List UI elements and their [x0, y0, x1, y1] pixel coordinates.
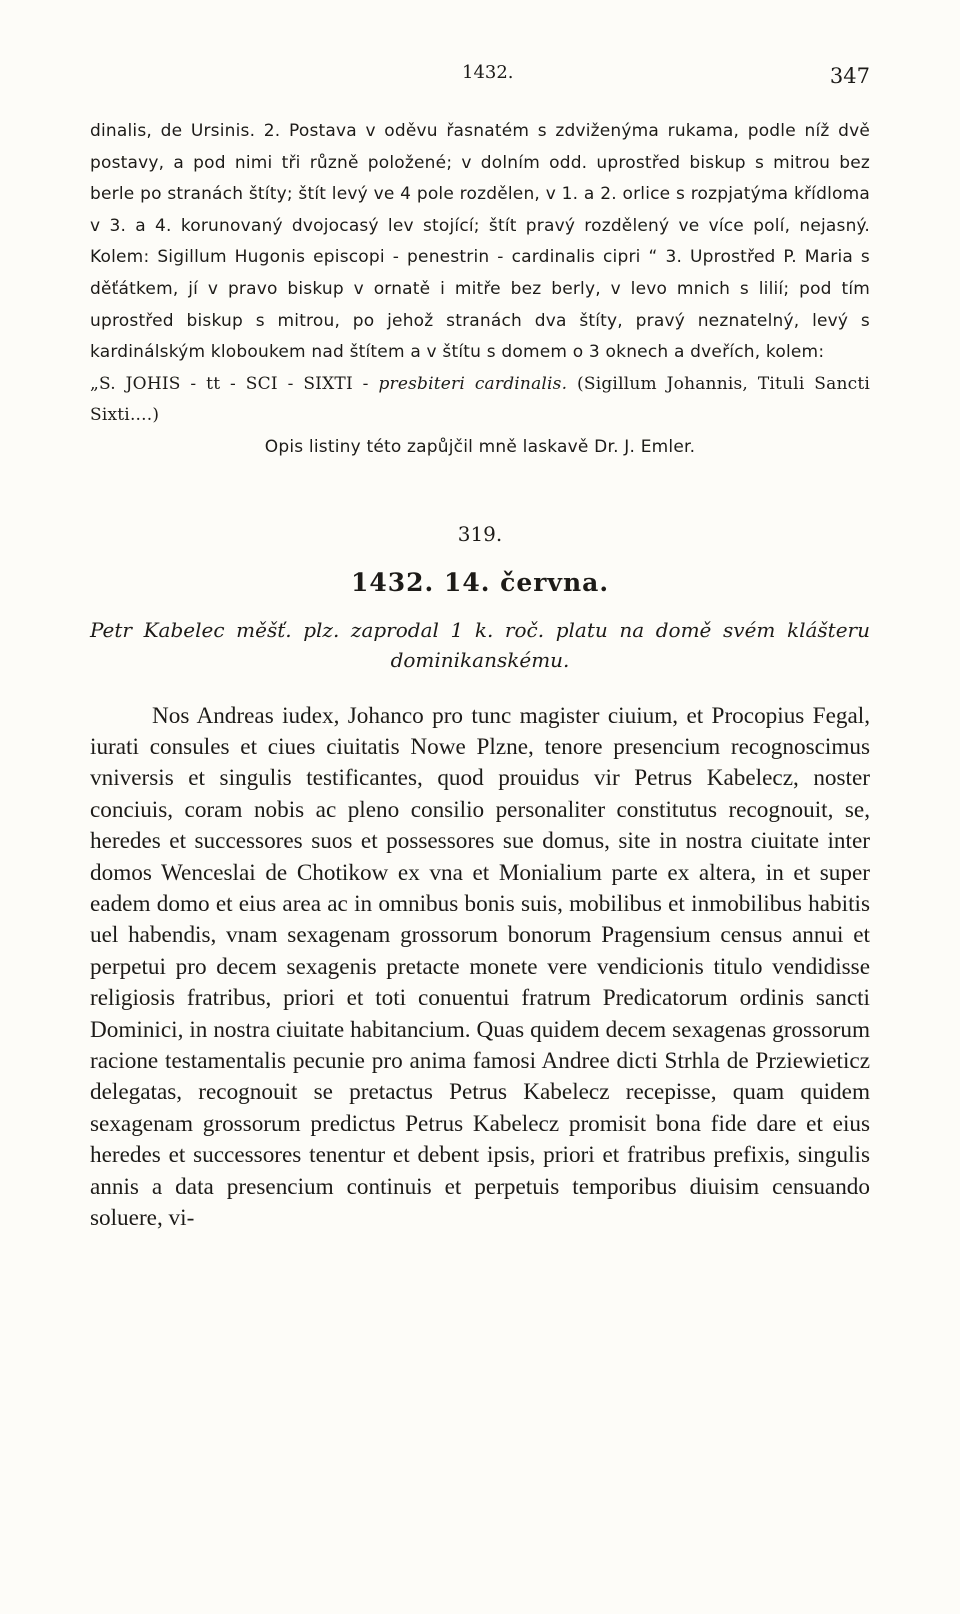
document-page [90, 56, 870, 1234]
document-number: 319. [457, 521, 503, 546]
copy-attribution: Opis listiny této zapůjčil mně laskavě Dr. J. Emler. [264, 436, 696, 457]
document-text: Nos Andreas iudex, Johanco pro tunc magister ciuium, et Procopius Fegal, iurati consules et ciues ciuitatis Nowe Plzne, tenore presencium recognoscimus vniversis et singulis testificantes, quod prouidus vir Petrus Kabelecz, noster conciuis, coram nobis ac pleno consilio personaliter constitutus recognouit, se, heredes et successores suos et possessores sue domus, site in nostra ciuitate inter domos Wenceslai de Chotikow ex vna et Monialium parte ex altera, in et super eadem domo et eius area ac in omnibus bonis suis, mobilibus et inmobilibus habitis uel habendis, vnam sexagenam grossorum bonorum Pragensium census annui et perpetui pro decem sexagenis pretacte monete vere vendicionis titulo vendidisse religiosis fratribus, priori et toti conuentui fratrum Predicatorum ordinis sancti Dominici, in nostra ciuitate habitancium. Quas quidem decem sexagenas grossorum racione testamentalis pecunie pro anima famosi Andree dicti Strhla de Prziewieticz delegatas, recognouit se pretactus Petrus Kabelecz recepisse, quam quidem sexagenam grossorum predictus Petrus Kabelecz promisit bona fide dare et eius heredes et successores tenentur et debent ipsis, priori et fratribus prefixis, singulis annis a data presencium continuis et perpetuis temporibus diuisim censuando soluere, vi- [90, 702, 870, 1232]
inscription-start: „S. JOHIS - tt - SCI - SIXTI - [90, 373, 379, 394]
running-head-year: 1432. [462, 62, 514, 83]
inscription-italic: presbiteri cardinalis. [378, 373, 568, 394]
document-date: 1432. 14. června. [350, 567, 610, 597]
inscription-end: (Sigillum Johannis, Tituli Sancti Sixti....) [90, 373, 870, 426]
seal-inscription [90, 369, 870, 432]
document-body [90, 701, 870, 1235]
document-regest: Petr Kabelec měšť. plz. zaprodal 1 k. roč. platu na domě svém klášteru dominikanskému. [90, 617, 870, 672]
seal-description: dinalis, de Ursinis. 2. Postava v oděvu řasnatém s zdviženýma rukama, podle níž dvě postavy, a pod nimi tři různě položené; v dolním odd. uprostřed biskup s mitrou bez berle po stranách štíty; štít levý ve 4 pole rozdělen, v 1. a 2. orlice s rozpjatýma křídloma v 3. a 4. korunovaný dvojocasý lev stojící; štít pravý rozdělený ve více polí, nejasný. Kolem: Sigillum Hugonis episcopi - penestrin - cardinalis cipri “ 3. Uprostřed P. Maria s děťátkem, jí v pravo biskup v ornatě i mitře bez berly, v levo mnich s lilií; pod tím uprostřed biskup s mitrou, po jehož stranách dva štíty, pravý neznatelný, levý s kardinálským kloboukem nad štítem a v štítu s domem o 3 oknech a dveřích, kolem: [90, 121, 870, 363]
running-head [90, 56, 870, 96]
page-number: 347 [829, 64, 870, 88]
seal-note [90, 116, 870, 464]
